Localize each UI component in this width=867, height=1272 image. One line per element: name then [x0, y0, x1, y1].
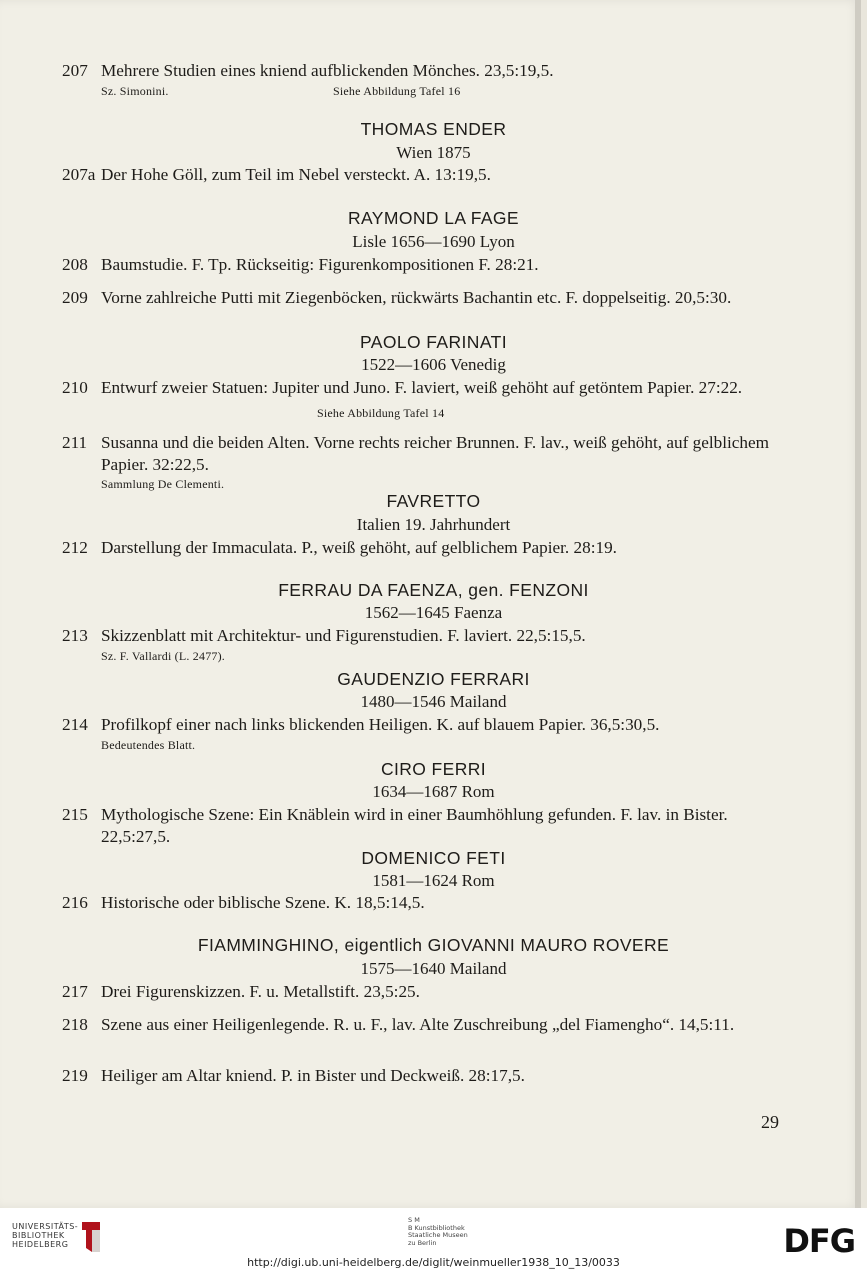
artist-name: CIRO FERRI: [380, 759, 487, 779]
entry-number: 210: [62, 378, 88, 397]
university-library-label[interactable]: [12, 1222, 78, 1249]
entry-text: Skizzenblatt mit Architektur- und Figurenstudien. F. laviert. 22,5:15,5.: [101, 626, 586, 645]
entry-text: Szene aus einer Heiligenlegende. R. u. F., lav. Alte Zuschreibung „del Fiamengho“. 14,5:11.: [101, 1015, 735, 1034]
entry-text: Mehrere Studien eines kniend aufblickenden Mönches. 23,5:19,5.: [101, 61, 554, 80]
museum-line: Staatliche Museen: [408, 1231, 468, 1239]
entry-text: Drei Figurenskizzen. F. u. Metallstift. 23,5:25.: [101, 982, 420, 1001]
entry-text: Der Hohe Göll, zum Teil im Nebel versteckt. A. 13:19,5.: [101, 165, 491, 184]
artist-dates: Wien 1875: [396, 143, 471, 162]
entry-note: Bedeutendes Blatt.: [101, 738, 196, 752]
entry-number: 213: [62, 626, 88, 645]
catalog-entry: [62, 537, 787, 559]
entry-note: Sammlung De Clementi.: [101, 477, 225, 491]
university-logo-icon[interactable]: [78, 1218, 104, 1254]
artist-dates: 1562—1645 Faenza: [364, 603, 503, 622]
catalog-entry: [62, 804, 787, 848]
catalog-entry: [62, 60, 787, 82]
catalog-entry: [62, 432, 787, 476]
museum-label[interactable]: [408, 1217, 468, 1247]
catalog-entry: [62, 254, 787, 276]
library-line: UNIVERSITÄTS-: [12, 1222, 79, 1231]
artist-name: THOMAS ENDER: [360, 119, 507, 139]
entry-text: Darstellung der Immaculata. P., weiß gehöht, auf gelblichem Papier. 28:19.: [101, 538, 617, 557]
entry-text: Profilkopf einer nach links blickenden Heiligen. K. auf blauem Papier. 36,5:30,5.: [101, 715, 660, 734]
artist-name: RAYMOND LA FAGE: [348, 208, 519, 228]
artist-dates: Italien 19. Jahrhundert: [356, 515, 511, 534]
plate-reference: Siehe Abbildung Tafel 16: [333, 84, 461, 98]
plate-reference: Siehe Abbildung Tafel 14: [317, 406, 445, 420]
museum-line: S M: [408, 1216, 420, 1224]
entry-number: 219: [62, 1066, 88, 1085]
catalog-entry: [62, 377, 787, 399]
artist-dates: 1575—1640 Mailand: [360, 959, 507, 978]
catalog-entry: [62, 981, 787, 1003]
entry-text: Mythologische Szene: Ein Knäblein wird in einer Baumhöhlung gefunden. F. lav. in Bister. 22,5:27,5.: [101, 805, 728, 846]
entry-number: 207: [62, 61, 88, 80]
catalog-entry: [62, 1065, 787, 1087]
artist-name: DOMENICO FETI: [361, 848, 506, 868]
entry-text: Susanna und die beiden Alten. Vorne rechts reicher Brunnen. F. lav., weiß gehöht, auf gelblichem Papier. 32:22,5.: [101, 433, 769, 474]
entry-number: 207a: [62, 165, 96, 184]
page-number: 29: [761, 1112, 779, 1132]
museum-line: B Kunstbibliothek: [408, 1223, 465, 1232]
entry-text: Vorne zahlreiche Putti mit Ziegenböcken, rückwärts Bachantin etc. F. doppelseitig. 20,5:30.: [101, 288, 732, 307]
entry-text: Heiliger am Altar kniend. P. in Bister und Deckweiß. 28:17,5.: [101, 1066, 525, 1085]
artist-dates: Lisle 1656—1690 Lyon: [352, 232, 515, 251]
artist-name: PAOLO FARINATI: [360, 332, 507, 352]
entry-number: 208: [62, 255, 88, 274]
entry-number: 214: [62, 715, 88, 734]
catalog-entry: [62, 714, 787, 736]
artist-dates: 1480—1546 Mailand: [360, 692, 507, 711]
entry-number: 211: [62, 433, 88, 452]
museum-line: zu Berlin: [408, 1238, 437, 1247]
entry-text: Entwurf zweier Statuen: Jupiter und Juno. F. laviert, weiß gehöht auf getöntem Papier. 27:22.: [101, 378, 743, 397]
artist-name: FIAMMINGHINO, eigentlich GIOVANNI MAURO ROVERE: [197, 935, 670, 955]
entry-text: Baumstudie. F. Tp. Rückseitig: Figurenkompositionen F. 28:21.: [101, 255, 539, 274]
artist-dates: 1522—1606 Venedig: [361, 355, 506, 374]
catalog-entry: [62, 1014, 787, 1036]
entry-note: Sz. F. Vallardi (L. 2477).: [101, 649, 226, 663]
library-line: BIBLIOTHEK: [12, 1231, 65, 1240]
entry-number: 218: [62, 1015, 88, 1034]
entry-number: 217: [62, 982, 88, 1001]
catalog-entry: [62, 287, 787, 309]
artist-dates: 1581—1624 Rom: [372, 871, 495, 890]
artist-dates: 1634—1687 Rom: [372, 782, 495, 801]
catalog-entry: [62, 892, 787, 914]
artist-name: FERRAU DA FAENZA, gen. FENZONI: [278, 580, 589, 600]
entry-number: 209: [62, 288, 88, 307]
entry-number: 215: [62, 805, 88, 824]
catalog-entry: [62, 164, 787, 186]
dfg-logo[interactable]: DFG: [783, 1222, 855, 1260]
artist-name: GAUDENZIO FERRARI: [337, 669, 530, 689]
catalog-entry: [62, 625, 787, 647]
entry-note: Sz. Simonini.: [101, 84, 169, 98]
document-url[interactable]: http://digi.ub.uni-heidelberg.de/diglit/weinmueller1938_10_13/0033: [247, 1256, 620, 1269]
entry-text: Historische oder biblische Szene. K. 18,5:14,5.: [101, 893, 425, 912]
entry-number: 212: [62, 538, 88, 557]
library-line: HEIDELBERG: [12, 1240, 69, 1249]
artist-name: FAVRETTO: [386, 491, 481, 511]
entry-number: 216: [62, 893, 88, 912]
